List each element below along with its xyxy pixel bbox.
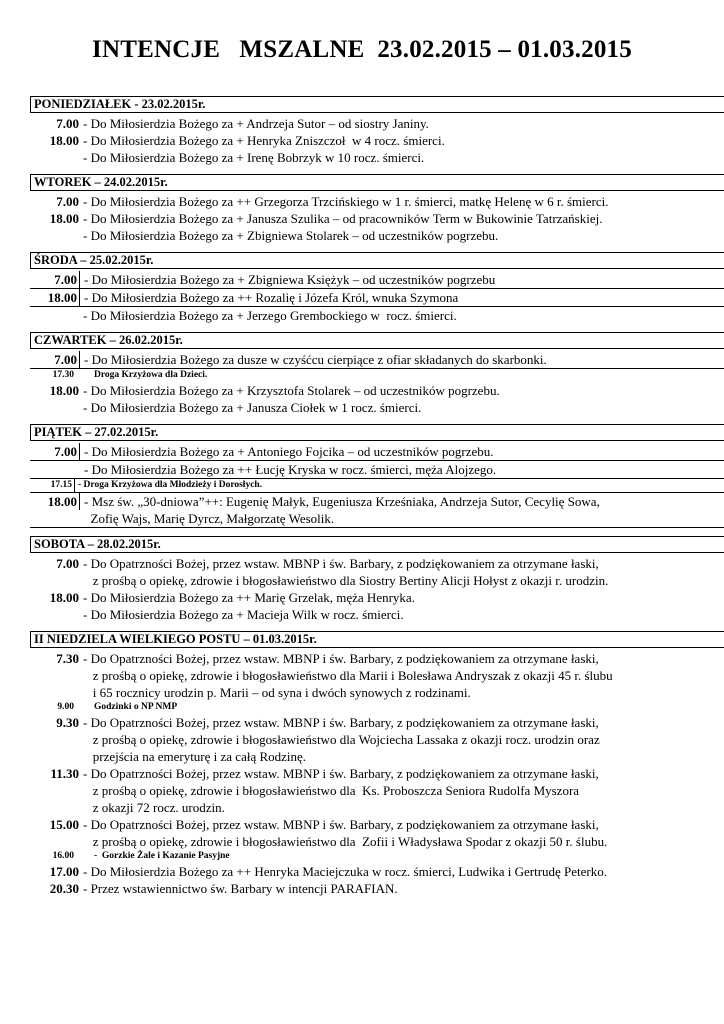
day-header: CZWARTEK – 26.02.2015r. [30, 332, 724, 349]
intention-line: - Przez wstawiennictwo św. Barbary w intencji PARAFIAN. [83, 881, 398, 896]
intention-text [80, 461, 724, 478]
mass-time: 15.00 [49, 817, 79, 832]
intention-line: - Do Opatrzności Bożej, przez wstaw. MBNP i św. Barbary, z podziękowaniem za otrzymane łaski, [83, 766, 599, 781]
intention-text [79, 149, 724, 166]
intention-line: - Do Opatrzności Bożej, przez wstaw. MBNP i św. Barbary, z podziękowaniem za otrzymane łaski, [83, 715, 599, 730]
day-header: WTOREK – 24.02.2015r. [30, 174, 724, 191]
intention-text [79, 210, 724, 227]
intention-line: - Do Miłosierdzia Bożego za dusze w czyśćcu cierpiące z ofiar składanych do skarbonki. [84, 352, 547, 367]
intention-text [79, 399, 724, 416]
day-header: ŚRODA – 25.02.2015r. [30, 252, 724, 269]
mass-entry [30, 149, 724, 166]
day-header: PIĄTEK – 27.02.2015r. [30, 424, 724, 441]
intention-line: - Do Miłosierdzia Bożego za + Macieja Wilk w rocz. śmierci. [83, 607, 404, 622]
mass-time: 18.00 [49, 133, 79, 148]
intention-text [79, 816, 724, 850]
mass-entry [30, 307, 724, 324]
mass-time: 18.00 [30, 289, 80, 306]
intention-text [74, 850, 724, 863]
mass-time: 9.30 [56, 715, 79, 730]
intention-line: z prośbą o opiekę, zdrowie i błogosławieństwo dla Wojciecha Lassaka z okazji rocz. urodzin oraz [83, 732, 600, 747]
page-title: INTENCJE MSZALNE 23.02.2015 – 01.03.2015 [92, 36, 632, 63]
intention-line: - Msz św. „30-dniowa”++: Eugenię Małyk, Eugeniusza Krześniaka, Andrzeja Sutor, Cecylię Sowa, [84, 494, 600, 509]
intention-line: - Do Miłosierdzia Bożego za + Antoniego Fojcika – od uczestników pogrzebu. [84, 444, 494, 459]
mass-time: 17.00 [49, 864, 79, 879]
mass-entry [30, 589, 724, 606]
intention-line: - Do Miłosierdzia Bożego za + Jerzego Grembockiego w rocz. śmierci. [83, 308, 457, 323]
mass-time: 11.30 [50, 766, 79, 781]
mass-entry [30, 850, 724, 863]
mass-time: 9.00 [57, 702, 74, 712]
intention-line: z prośbą o opiekę, zdrowie i błogosławieństwo dla Zofii i Władysława Spodar z okazji 50 r. ślubu. [83, 834, 608, 849]
intention-text [74, 369, 724, 382]
mass-time: 18.00 [30, 493, 80, 510]
day-header: II NIEDZIELA WIELKIEGO POSTU – 01.03.2015r. [30, 631, 724, 648]
intention-text [79, 132, 724, 149]
intention-line: - Do Miłosierdzia Bożego za ++ Rozalię i Józefa Król, wnuka Szymona [84, 290, 459, 305]
mass-entry [30, 701, 724, 714]
intention-text [80, 493, 724, 527]
intention-line: - Do Opatrzności Bożej, przez wstaw. MBNP i św. Barbary, z podziękowaniem za otrzymane łaski, [83, 651, 599, 666]
intention-text [79, 606, 724, 623]
mass-entry [30, 606, 724, 623]
intention-text [79, 714, 724, 765]
intention-line: - Do Miłosierdzia Bożego za + Irenę Bobrzyk w 10 rocz. śmierci. [83, 150, 425, 165]
intention-line: - Do Miłosierdzia Bożego za ++ Grzegorza Trzcińskiego w 1 r. śmierci, matkę Helenę w 6 r. śmierci. [83, 194, 609, 209]
intention-line: - Do Opatrzności Bożej, przez wstaw. MBNP i św. Barbary, z podziękowaniem za otrzymane łaski, [83, 817, 599, 832]
mass-entry [30, 289, 724, 307]
intention-line: z prośbą o opiekę, zdrowie i błogosławieństwo dla Siostry Bertiny Alicji Hołyst z okazji r. urodzin. [83, 573, 609, 588]
intention-text [80, 289, 724, 306]
intention-line: - Do Miłosierdzia Bożego za ++ Marię Grzelak, męża Henryka. [83, 590, 415, 605]
day-section [30, 332, 724, 416]
day-section [30, 174, 724, 244]
intention-text [79, 589, 724, 606]
day-header: SOBOTA – 28.02.2015r. [30, 536, 724, 553]
day-section [30, 252, 724, 324]
intention-line: - Do Miłosierdzia Bożego za + Krzysztofa Stolarek – od uczestników pogrzebu. [83, 383, 500, 398]
mass-entry [30, 271, 724, 289]
mass-entry [30, 443, 724, 461]
intention-line: Godzinki o NP NMP [94, 702, 178, 712]
intention-line: - Do Miłosierdzia Bożego za + Henryka Zniszczoł w 4 rocz. śmierci. [83, 133, 445, 148]
intention-text [79, 227, 724, 244]
mass-time: 17.15 [30, 479, 75, 492]
intention-line: Zofię Wajs, Marię Dyrcz, Małgorzatę Wesolik. [84, 511, 335, 526]
intention-line: - Do Opatrzności Bożej, przez wstaw. MBNP i św. Barbary, z podziękowaniem za otrzymane łaski, [83, 556, 599, 571]
mass-entry [30, 115, 724, 132]
mass-entry [30, 650, 724, 701]
mass-entry [30, 880, 724, 897]
intention-text [80, 443, 724, 460]
mass-time: 7.00 [56, 116, 79, 131]
mass-entry [30, 461, 724, 479]
intention-text [74, 701, 724, 714]
intention-line: - Gorzkie Żale i Kazanie Pasyjne [94, 851, 230, 861]
schedule [30, 96, 724, 905]
intention-line: - Do Miłosierdzia Bożego za + Janusza Ciołek w 1 rocz. śmierci. [83, 400, 422, 415]
mass-entry [30, 193, 724, 210]
mass-time: 20.30 [49, 881, 79, 896]
mass-entry [30, 479, 724, 493]
mass-entry [30, 816, 724, 850]
intention-text [79, 115, 724, 132]
intention-line: przejścia na emeryturę i za całą Rodzinę. [83, 749, 307, 764]
mass-entry [30, 132, 724, 149]
intention-line: - Do Miłosierdzia Bożego za + Janusza Szulika – od pracowników Term w Bukowinie Tatrzańskiej. [83, 211, 603, 226]
mass-entry [30, 493, 724, 528]
intention-text [79, 307, 724, 324]
day-header: PONIEDZIAŁEK - 23.02.2015r. [30, 96, 724, 113]
intention-text [79, 650, 724, 701]
intention-line: - Do Miłosierdzia Bożego za + Zbigniewa Księżyk – od uczestników pogrzebu [84, 272, 496, 287]
day-section [30, 96, 724, 166]
day-section [30, 631, 724, 897]
intention-line: - Do Miłosierdzia Bożego za + Andrzeja Sutor – od siostry Janiny. [83, 116, 429, 131]
intention-line: z okazji 72 rocz. urodzin. [83, 800, 225, 815]
intention-text [79, 382, 724, 399]
intention-text [79, 555, 724, 589]
mass-entry [30, 863, 724, 880]
intention-text [80, 271, 724, 288]
mass-time: 7.00 [30, 351, 80, 368]
intention-text [80, 351, 724, 368]
mass-entry [30, 351, 724, 369]
day-section [30, 536, 724, 623]
intention-text [79, 765, 724, 816]
mass-time: 7.00 [30, 271, 80, 288]
mass-entry [30, 765, 724, 816]
mass-time: 16.00 [52, 851, 74, 861]
intention-line: - Do Miłosierdzia Bożego za ++ Łucję Kryska w rocz. śmierci, męża Alojzego. [84, 462, 497, 477]
mass-time: 7.00 [56, 556, 79, 571]
mass-entry [30, 399, 724, 416]
day-section [30, 424, 724, 528]
mass-entry [30, 227, 724, 244]
intention-line: i 65 rocznicy urodzin p. Marii – od syna i dwóch synowych z rodzinami. [83, 685, 471, 700]
intention-line: Droga Krzyżowa dla Dzieci. [94, 370, 208, 380]
mass-time: 7.00 [30, 443, 80, 460]
mass-time: 17.30 [52, 370, 74, 380]
mass-entry [30, 369, 724, 382]
mass-time: 18.00 [49, 211, 79, 226]
intention-text [79, 193, 724, 210]
mass-entry [30, 714, 724, 765]
intention-line: - Droga Krzyżowa dla Młodzieży i Dorosłych. [78, 480, 263, 490]
mass-entry [30, 555, 724, 589]
intention-text [79, 880, 724, 897]
intention-line: - Do Miłosierdzia Bożego za + Zbigniewa Stolarek – od uczestników pogrzebu. [83, 228, 499, 243]
intention-line: z prośbą o opiekę, zdrowie i błogosławieństwo dla Marii i Bolesława Andryszak z okazji 45 r. ślubu [83, 668, 613, 683]
mass-time: 18.00 [49, 590, 79, 605]
mass-time: 7.30 [56, 651, 79, 666]
intention-text [75, 479, 724, 492]
intention-line: - Do Miłosierdzia Bożego za ++ Henryka Maciejczuka w rocz. śmierci, Ludwika i Gertrudę Peterko. [83, 864, 607, 879]
intention-line: z prośbą o opiekę, zdrowie i błogosławieństwo dla Ks. Proboszcza Seniora Rudolfa Myszora [83, 783, 580, 798]
mass-time: 18.00 [49, 383, 79, 398]
mass-time: 7.00 [56, 194, 79, 209]
mass-entry [30, 210, 724, 227]
mass-entry [30, 382, 724, 399]
intention-text [79, 863, 724, 880]
